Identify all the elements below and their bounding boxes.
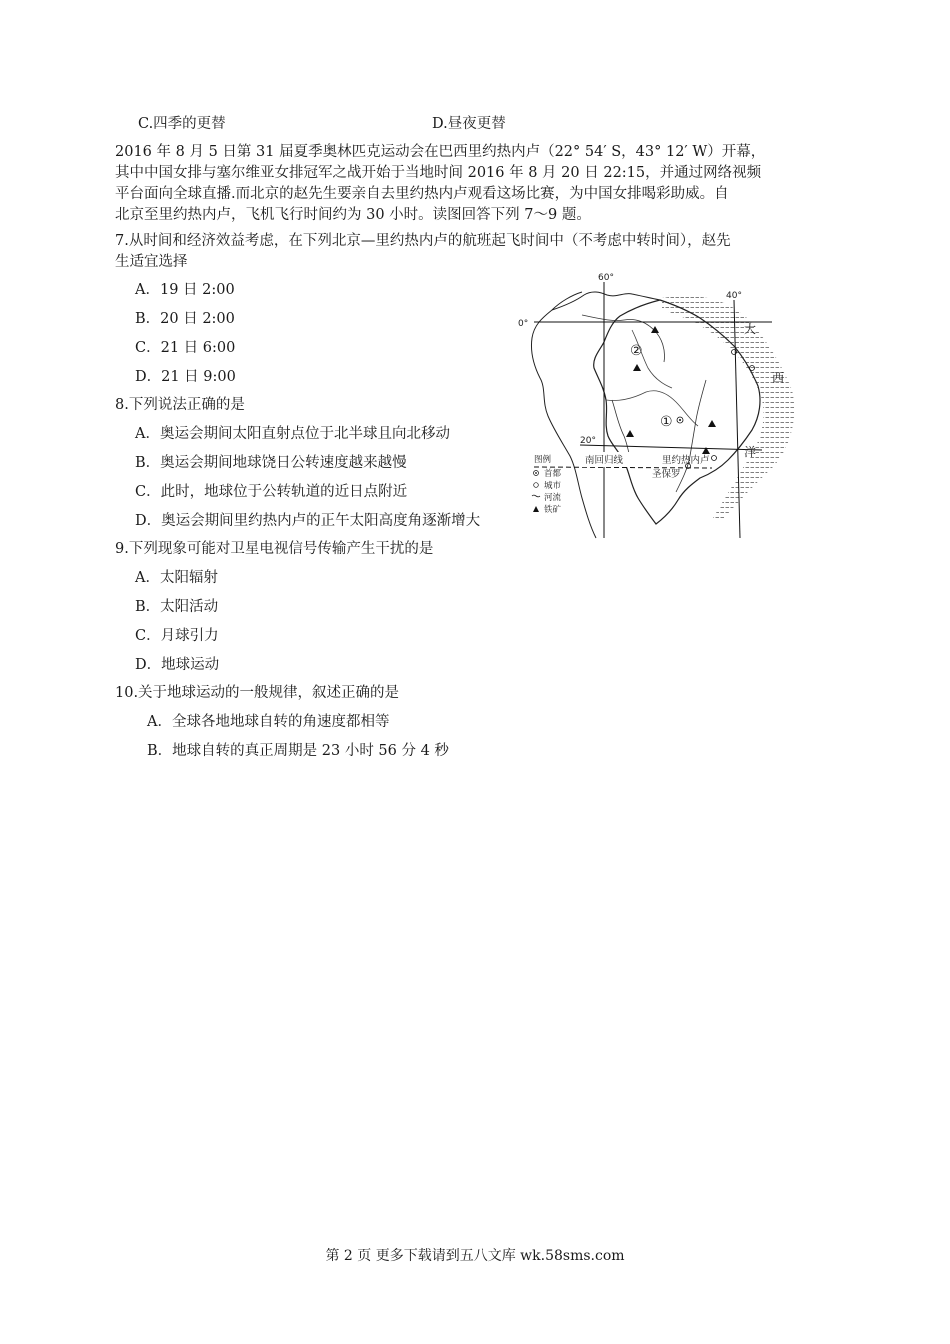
lon-40-label: 40° bbox=[726, 291, 742, 301]
prev-option-c: C.四季的更替 bbox=[138, 116, 226, 132]
intro-line-2: 其中中国女排与塞尔维亚女排冠军之战开始于当地时间 2016 年 8 月 20 日 22:15，并通过网络视频 bbox=[115, 165, 762, 181]
q7-option-a: A．19 日 2:00 bbox=[135, 282, 235, 298]
q9-option-a: A．太阳辐射 bbox=[135, 570, 218, 586]
rio-label: 里约热内卢 bbox=[662, 455, 710, 466]
city-marker-4 bbox=[712, 456, 717, 461]
legend-city-icon bbox=[534, 483, 539, 488]
legend-iron: 铁矿 bbox=[544, 505, 562, 515]
legend-city: 城市 bbox=[544, 481, 562, 491]
map-legend bbox=[532, 454, 562, 515]
q7-stem-line-2: 生适宜选择 bbox=[115, 254, 188, 270]
q8-option-c: C．此时，地球位于公转轨道的近日点附近 bbox=[135, 484, 408, 500]
tropic-label: 南回归线 bbox=[585, 455, 624, 466]
q7-option-b: B．20 日 2:00 bbox=[135, 311, 235, 327]
ocean-label-2: 西 bbox=[772, 371, 785, 385]
continent-outline-north bbox=[552, 292, 660, 310]
intro-line-1: 2016 年 8 月 5 日第 31 届夏季奥林匹克运动会在巴西里约热内卢（22° 54′ S，43° 12′ W）开幕， bbox=[115, 144, 766, 160]
sao-paulo-label: 圣保罗 bbox=[652, 469, 681, 480]
iron-ore-marker bbox=[651, 326, 659, 333]
legend-capital: 首都 bbox=[544, 469, 562, 479]
q7-option-d: D．21 日 9:00 bbox=[135, 369, 236, 385]
q10-stem: 10.关于地球运动的一般规律，叙述正确的是 bbox=[115, 685, 400, 701]
capital-marker-dot bbox=[679, 419, 681, 421]
region-label-2: ② bbox=[630, 343, 643, 359]
q8-option-d: D．奥运会期间里约热内卢的正午太阳高度角逐渐增大 bbox=[135, 513, 481, 529]
iron-ore-marker-3 bbox=[626, 430, 634, 437]
page-footer: 第 2 页 更多下载请到五八文库 wk.58sms.com bbox=[325, 1248, 625, 1264]
q9-option-d: D．地球运动 bbox=[135, 657, 220, 673]
q8-stem: 8.下列说法正确的是 bbox=[115, 397, 245, 413]
iron-ore-marker-2 bbox=[633, 364, 641, 371]
q8-option-a: A．奥运会期间太阳直射点位于北半球且向北移动 bbox=[135, 426, 450, 442]
lon-60-label: 60° bbox=[598, 273, 614, 283]
legend-river-icon bbox=[532, 495, 540, 497]
iron-ore-marker-4 bbox=[708, 420, 716, 427]
lat-0-label: 0° bbox=[518, 319, 529, 329]
q7-option-c: C．21 日 6:00 bbox=[135, 340, 236, 356]
intro-line-4: 北京至里约热内卢，飞机飞行时间约为 30 小时。读图回答下列 7～9 题。 bbox=[115, 207, 591, 223]
q9-stem: 9.下列现象可能对卫星电视信号传输产生干扰的是 bbox=[115, 541, 434, 557]
parallel-20 bbox=[580, 445, 762, 450]
legend-title: 图例 bbox=[534, 455, 552, 465]
region-label-1: ① bbox=[660, 414, 673, 430]
region-border bbox=[606, 391, 698, 426]
q9-option-c: C．月球引力 bbox=[135, 628, 219, 644]
lat-20-label: 20° bbox=[580, 436, 596, 446]
brazil-map-figure bbox=[512, 270, 802, 540]
ocean-label-1: 大 bbox=[744, 322, 757, 336]
q9-option-b: B．太阳活动 bbox=[135, 599, 219, 615]
legend-iron-icon bbox=[533, 506, 539, 512]
continent-outline-west bbox=[531, 292, 596, 538]
intro-line-3: 平台面向全球直播.而北京的赵先生要亲自去里约热内卢观看这场比赛，为中国女排喝彩助威。自 bbox=[115, 186, 729, 202]
q10-option-b: B．地球自转的真正周期是 23 小时 56 分 4 秒 bbox=[147, 743, 449, 759]
q10-option-a: A．全球各地地球自转的角速度都相等 bbox=[147, 714, 390, 730]
region-border-2 bbox=[632, 330, 672, 388]
legend-river: 河流 bbox=[544, 493, 562, 503]
legend-capital-dot-icon bbox=[535, 472, 537, 474]
q7-stem-line-1: 7.从时间和经济效益考虑，在下列北京—里约热内卢的航班起飞时间中（不考虑中转时间），赵先 bbox=[115, 233, 731, 249]
q8-option-b: B．奥运会期间地球饶日公转速度越来越慢 bbox=[135, 455, 407, 471]
prev-option-d: D.昼夜更替 bbox=[432, 116, 506, 132]
ocean-label-3: 洋 bbox=[744, 445, 757, 459]
tropic-line bbox=[534, 467, 712, 468]
